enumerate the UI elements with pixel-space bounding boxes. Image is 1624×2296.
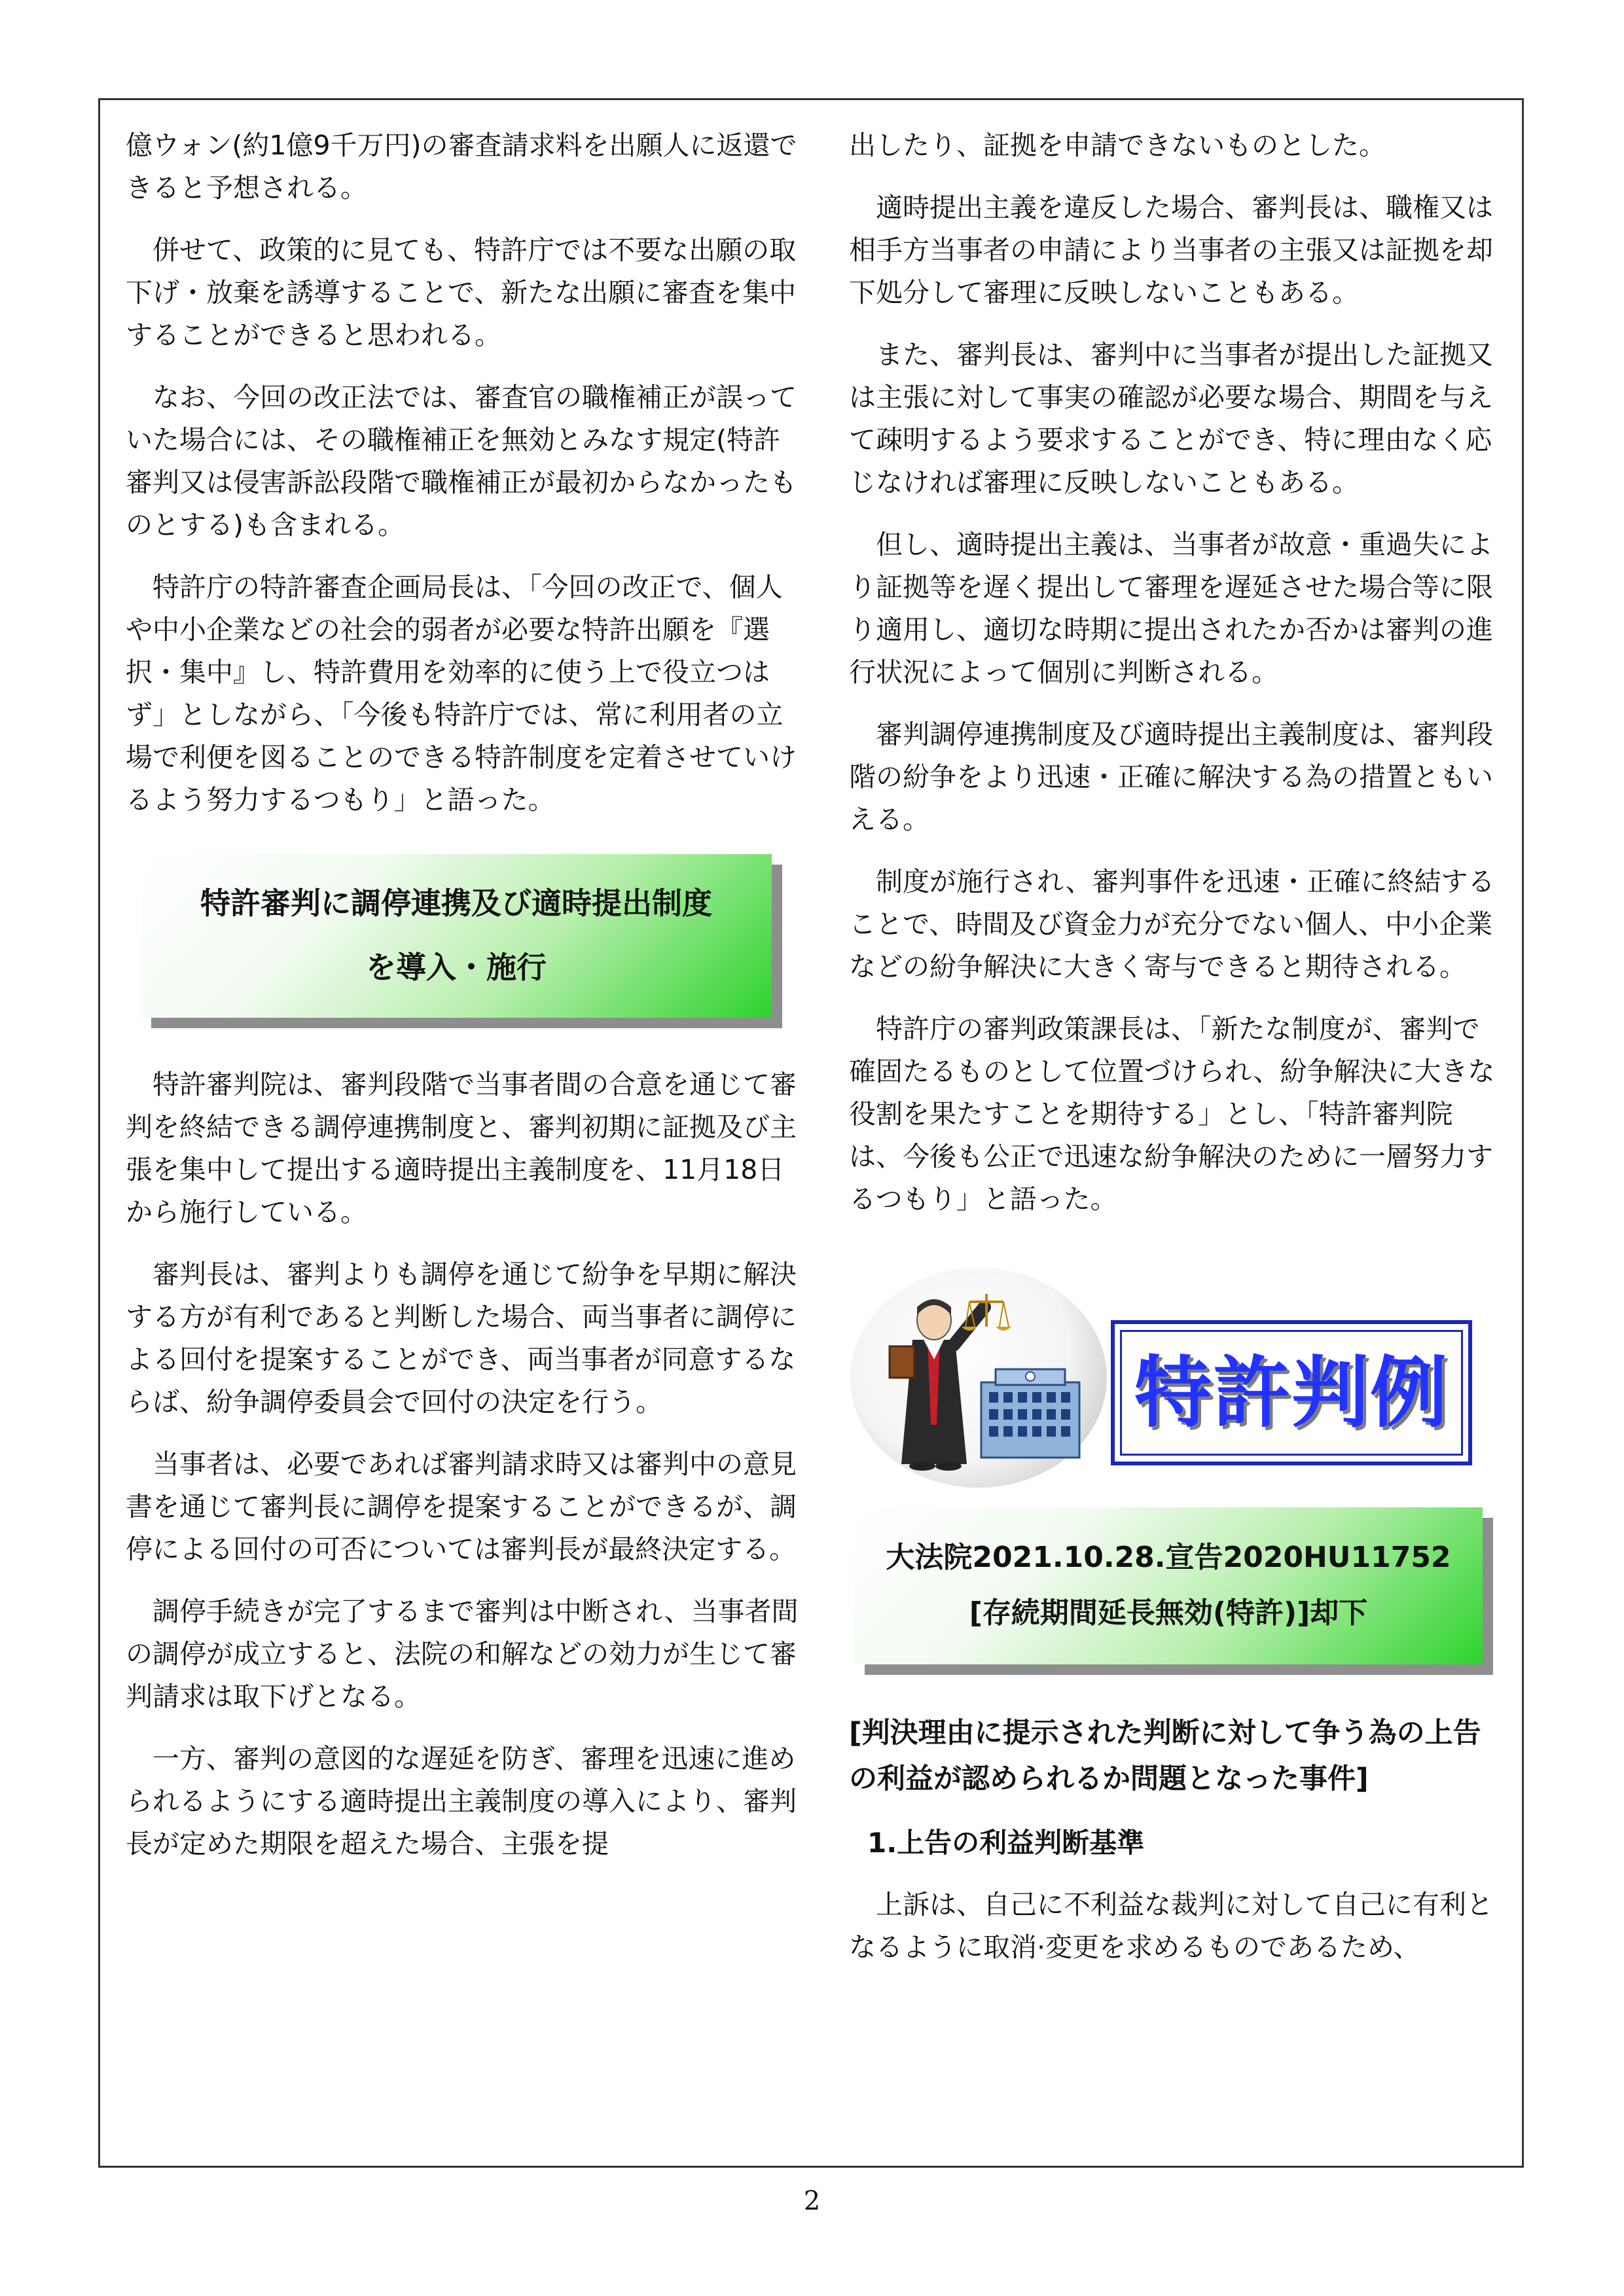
banner-title-line2: を導入・施行 xyxy=(366,950,547,985)
paragraph: 一方、審判の意図的な遅延を防ぎ、審理を迅速に進められるようにする適時提出主義制度の導入により、審判長が定めた期限を超えた場合、主張を提 xyxy=(126,1743,797,1859)
logo-title-box xyxy=(1111,1320,1472,1465)
patent-case-logo xyxy=(849,1260,1504,1502)
banner-title-line1: 特許審判に調停連携及び適時提出制度 xyxy=(200,886,712,921)
paragraph: 特許審判院は、審判段階で当事者間の合意を通じて審判を終結できる調停連携制度と、審判初期に証拠及び主張を集中して提出する適時提出主義制度を、11月18日から施行している。 xyxy=(126,1069,797,1228)
right-column xyxy=(849,124,1504,1988)
case-summary-title: [判決理由に提示された判断に対して争う為の上告の利益が認められるか問題となった事件] xyxy=(849,1717,1481,1795)
paragraph: 特許庁の審判政策課長は、「新たな制度が、審判で確固たるものとして位置づけられ、紛争解決に大きな役割を果たすことを期待する」とし、「特許審判院は、今後も公正で迅速な紛争解決のために一層努力するつもり」と語った。 xyxy=(849,1013,1495,1215)
paragraph: 審判長は、審判よりも調停を通じて紛争を早期に解決する方が有利であると判断した場合、両当事者に調停による回付を提案することができ、両当事者が同意するならば、紛争調停委員会で回付の決定を行う。 xyxy=(126,1259,797,1418)
logo-title: 特許判例 xyxy=(1134,1347,1449,1438)
page-number: 2 xyxy=(803,2186,821,2216)
paragraph: なお、今回の改正法では、審査官の職権補正が誤っていた場合には、その職権補正を無効とみなす規定(特許審判又は侵害訴訟段階で職権補正が最初からなかったものとする)も含まれる。 xyxy=(126,382,797,541)
paragraph: 制度が施行され、審判事件を迅速・正確に終結することで、時間及び資金力が充分でない個人、中小企業などの紛争解決に大きく寄与できると期待される。 xyxy=(849,866,1495,982)
paragraph: 特許庁の特許審査企画局長は、「今回の改正で、個人や中小企業などの社会的弱者が必要な特許出願を『選択・集中』し、特許費用を効率的に使う上で役立つはず」としながら、「今後も特許庁では、常に利用者の立場で利便を図ることのできる特許制度を定着させていけるよう努力するつもり」と語った。 xyxy=(126,571,797,816)
paragraph: 審判調停連携制度及び適時提出主義制度は、審判段階の紛争をより迅速・正確に解決する為の措置ともいえる。 xyxy=(849,719,1493,835)
paragraph: 上訴は、自己に不利益な裁判に対して自己に有利となるように取消·変更を求めるものであるため、 xyxy=(849,1889,1493,1963)
mediation-heading-banner xyxy=(141,854,772,1018)
judge-illustration-icon xyxy=(850,1268,1107,1488)
paragraph: 出したり、証拠を申請できないものとした。 xyxy=(849,130,1386,161)
paragraph: また、審判長は、審判中に当事者が提出した証拠又は主張に対して事実の確認が必要な場合、期間を与えて疎明するよう要求することができ、特に理由なく応じなければ審理に反映しないこともある。 xyxy=(849,339,1493,498)
paragraph: 適時提出主義を違反した場合、審判長は、職権又は相手方当事者の申請により当事者の主張又は証拠を却下処分して審理に反映しないこともある。 xyxy=(849,192,1493,308)
case-number: 大法院2021.10.28.宣告2020HU11752 xyxy=(886,1541,1451,1574)
paragraph: 調停手続きが完了するまで審判は中断され、当事者間の調停が成立すると、法院の和解などの効力が生じて審判請求は取下げとなる。 xyxy=(126,1596,799,1712)
logo-circle xyxy=(850,1268,1107,1488)
paragraph: 当事者は、必要であれば審判請求時又は審判中の意見書を通じて審判長に調停を提案することができるが、調停による回付の可否については審判長が最終決定する。 xyxy=(126,1448,797,1565)
paragraph: 併せて、政策的に見ても、特許庁では不要な出願の取下げ・放棄を誘導することで、新たな出願に審査を集中することができると思われる。 xyxy=(126,234,797,351)
subsection-heading: 1.上告の利益判断基準 xyxy=(867,1827,1145,1859)
case-title: [存続期間延長無効(特許)]却下 xyxy=(969,1596,1368,1630)
case-heading-banner xyxy=(854,1507,1483,1664)
paragraph: 億ウォン(約1億9千万円)の審査請求料を出願人に返還できると予想される。 xyxy=(126,130,797,204)
left-column xyxy=(126,124,806,1885)
paragraph: 但し、適時提出主義は、当事者が故意・重過失により証拠等を遅く提出して審理を遅延させた場合等に限り適用し、適切な時期に提出されたか否かは審判の進行状況によって個別に判断される。 xyxy=(849,529,1493,688)
